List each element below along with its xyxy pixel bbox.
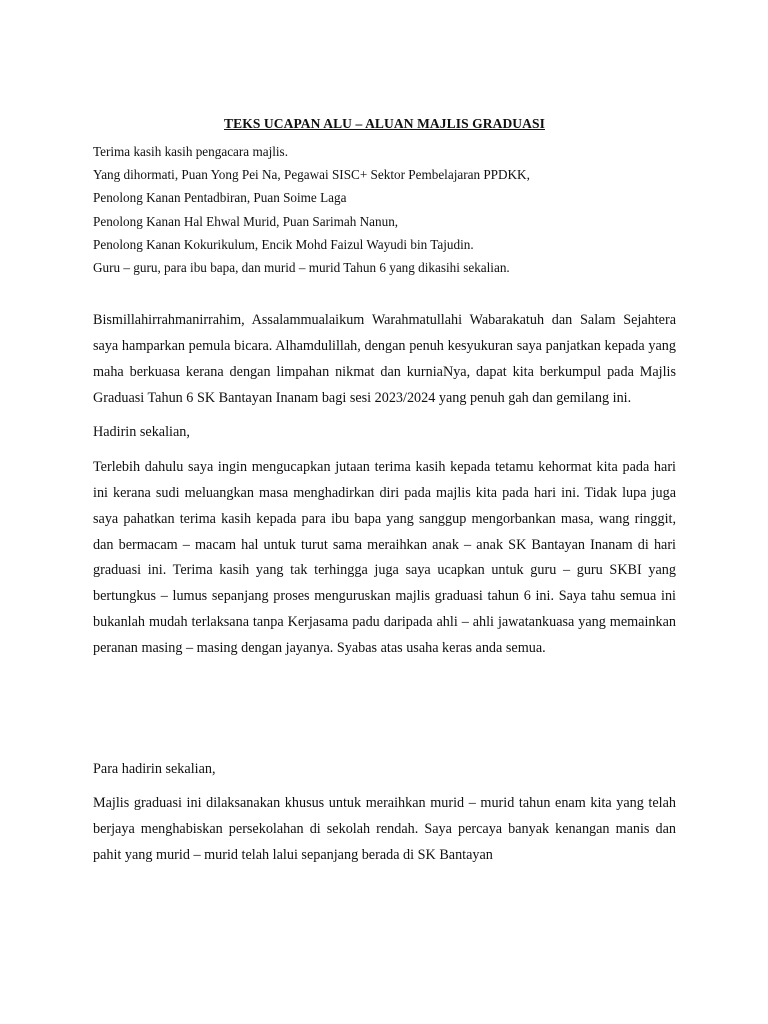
salutation-line: Penolong Kanan Hal Ehwal Murid, Puan Sarimah Nanun, [93,213,399,229]
greeting-line: Hadirin sekalian, [93,424,190,441]
opening-paragraph: Bismillahirrahmanirrahim, Assalammualaikum Warahmatullahi Wabarakatuh dan Salam Sejahtera saya hamparkan pemula bicara. Alhamdulillah, dengan penuh kesyukuran saya panjatkan kepada yang maha berkuasa kerana dengan limpahan nikmat dan kurniaNya, dapat kita berkumpul pada Majlis Graduasi Tahun 6 SK Bantayan Inanam bagi sesi 2023/2024 yang penuh gah dan gemilang ini. [93,312,676,406]
salutation-line: Penolong Kanan Kokurikulum, Encik Mohd Faizul Wayudi bin Tajudin. [93,236,474,252]
thanks-paragraph: Terlebih dahulu saya ingin mengucapkan jutaan terima kasih kepada tetamu kehormat kita pada hari ini kerana sudi meluangkan masa menghadirkan diri pada majlis kita pada hari ini. Tidak lupa juga saya pahatkan terima kasih kepada para ibu bapa yang sanggup mengorbankan masa, wang ringgit, dan bermacam – macam hal untuk turut sama meraihkan anak – anak SK Bantayan Inanam di hari graduasi ini. Terima kasih yang tak terhingga juga saya ucapkan untuk guru – guru SKBI yang bertungkus – lumus sepanjang proses menguruskan majlis graduasi tahun 6 ini. Saya tahu semua ini bukanlah mudah terlaksana tanpa Kerjasama padu daripada ahli – ahli jawatankuasa yang memainkan peranan masing – masing dengan jayanya. Syabas atas usaha keras anda semua. [93,459,676,656]
document-page [93,114,676,869]
graduation-paragraph: Majlis graduasi ini dilaksanakan khusus untuk meraihkan murid – murid tahun enam kita yang telah berjaya menghabiskan persekolahan di sekolah rendah. Saya percaya banyak kenangan manis dan pahit yang murid – murid telah lalui sepanjang berada di SK Bantayan [93,795,676,863]
salutation-line: Terima kasih kasih pengacara majlis. [93,144,288,159]
greeting-line: Para hadirin sekalian, [93,760,216,777]
salutation-block [93,140,676,279]
salutation-line: Penolong Kanan Pentadbiran, Puan Soime Laga [93,190,347,206]
salutation-line: Guru – guru, para ibu bapa, dan murid – murid Tahun 6 yang dikasihi sekalian. [93,260,510,276]
document-title: TEKS UCAPAN ALU – ALUAN MAJLIS GRADUASI [224,116,545,131]
salutation-line: Yang dihormati, Puan Yong Pei Na, Pegawai SISC+ Sektor Pembelajaran PPDKK, [93,167,530,183]
